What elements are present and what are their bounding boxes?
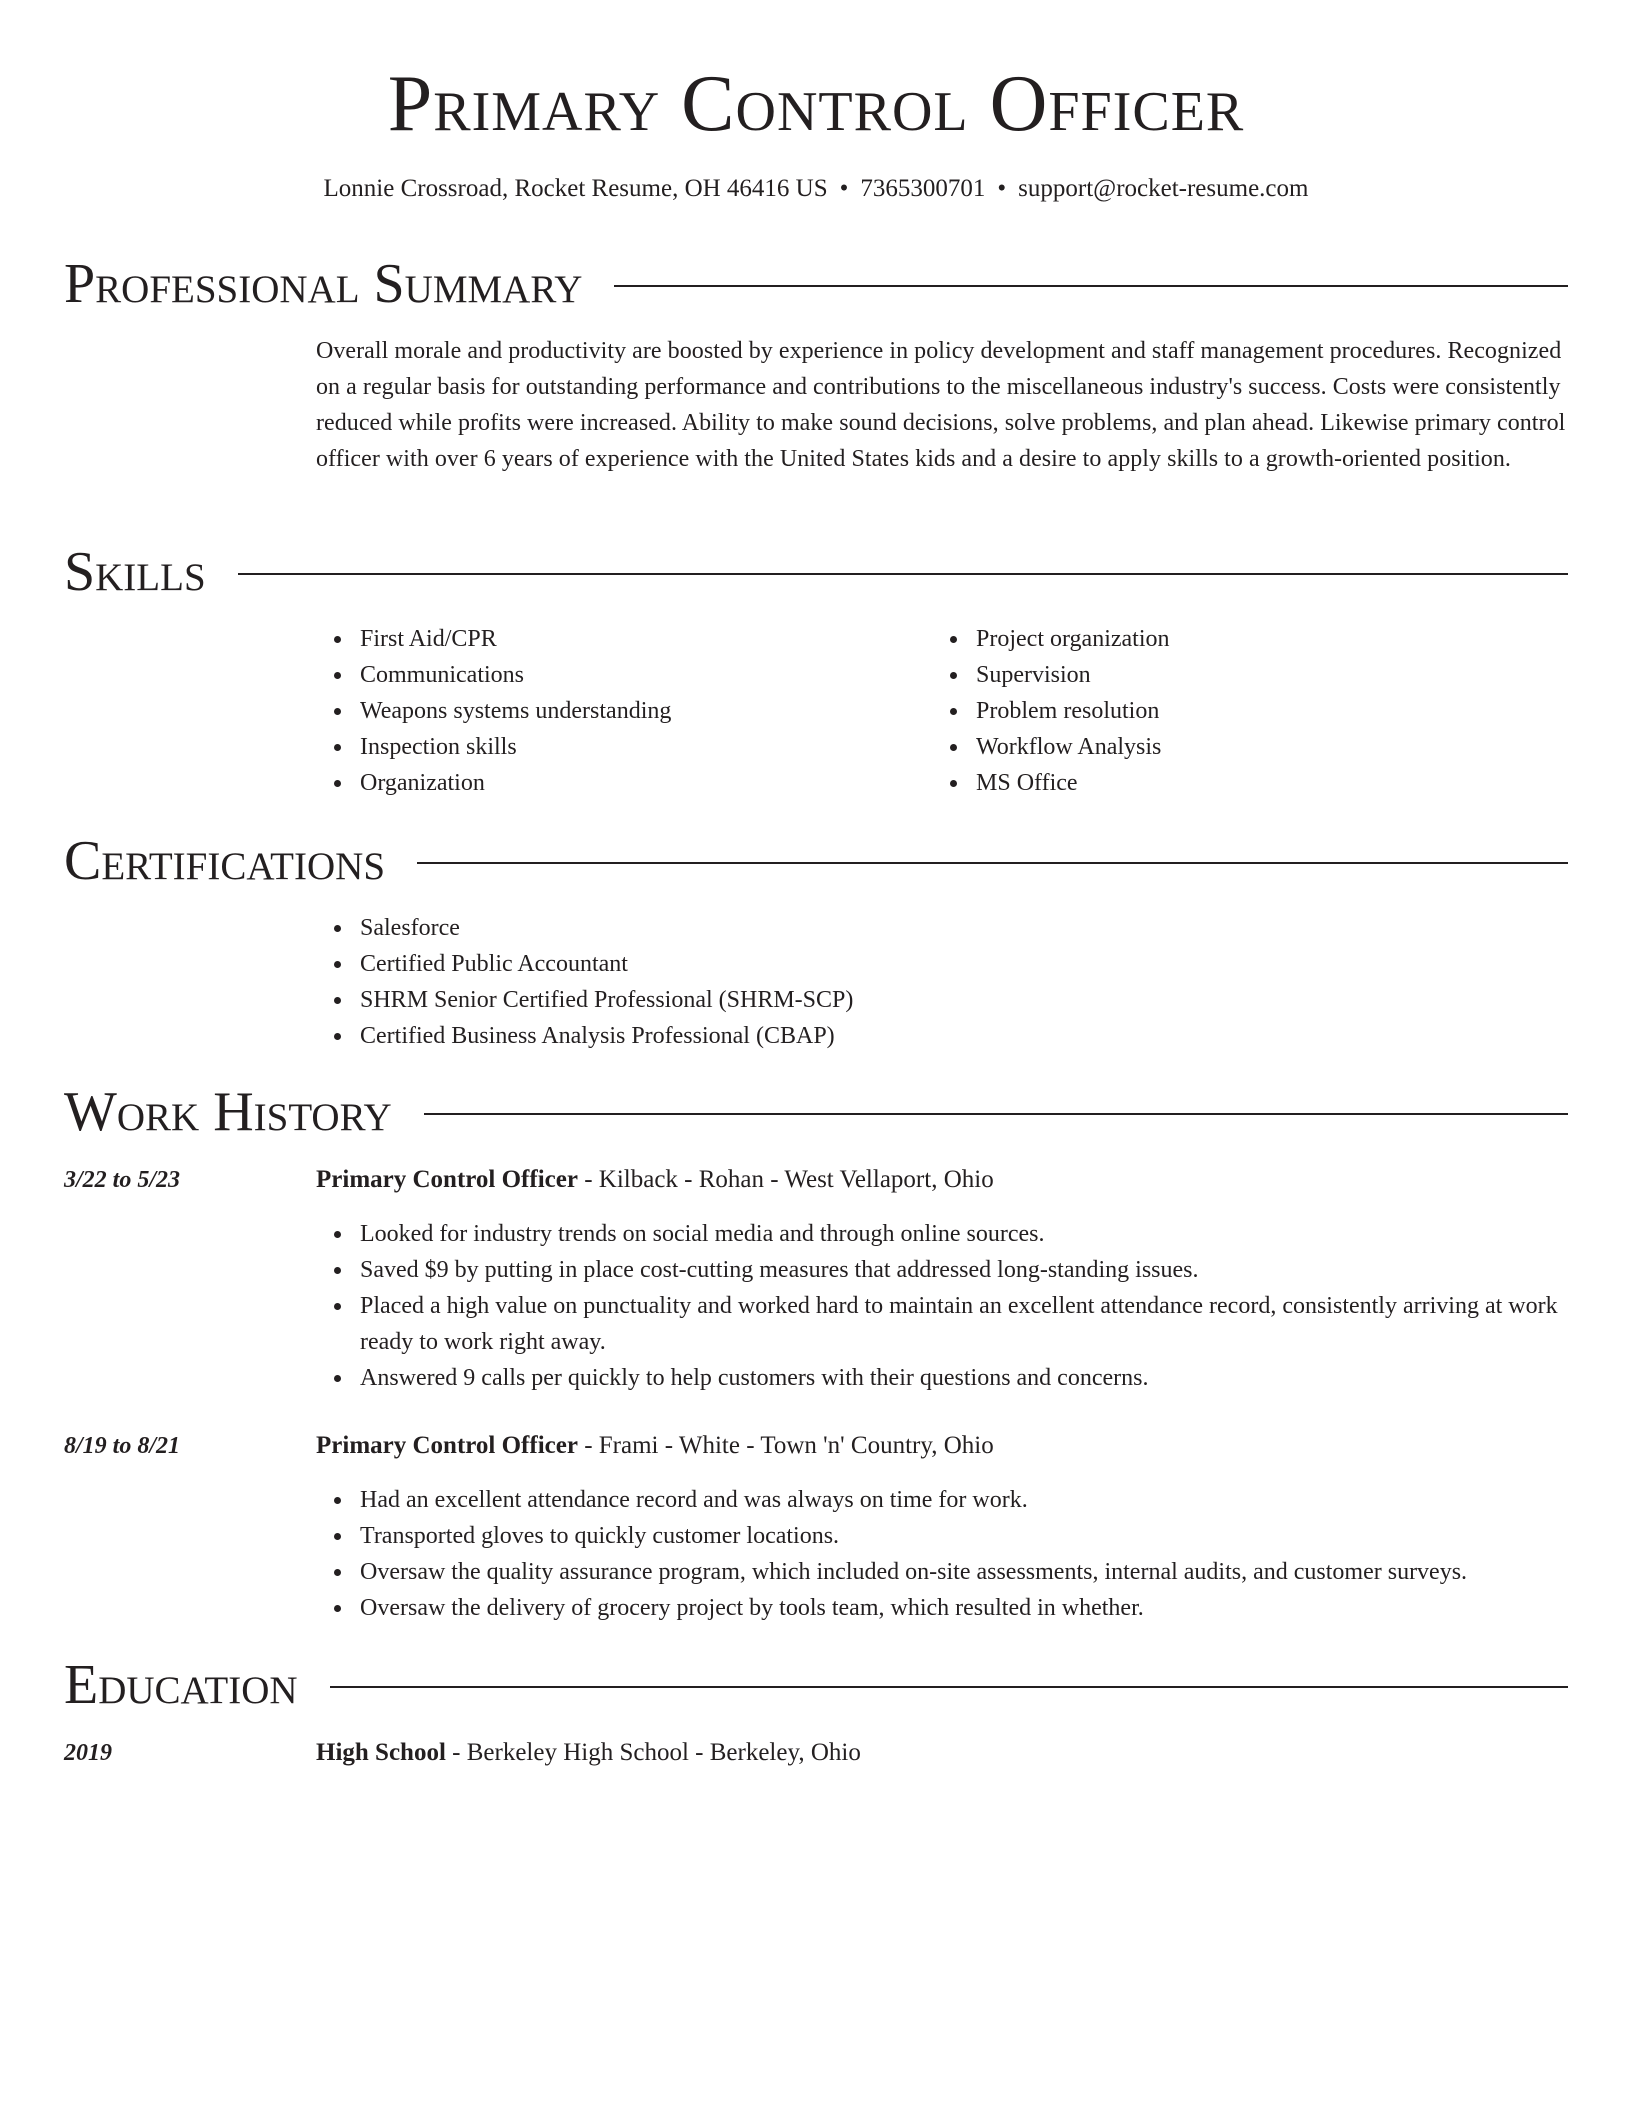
contact-line (64, 174, 1568, 204)
section-header-certifications (64, 829, 1568, 893)
section-title-certifications: Certifications (64, 830, 386, 892)
section-title-skills: Skills (64, 541, 206, 603)
job-bullet: Saved $9 by putting in place cost-cutting measures that addressed long-standing issues. (360, 1252, 1568, 1288)
skill-item: Communications (360, 657, 932, 693)
section-header-education (64, 1653, 1568, 1717)
job-bullet: Oversaw the quality assurance program, which included on-site assessments, internal audits, and customer surveys. (360, 1554, 1568, 1590)
job-bullet: Answered 9 calls per quickly to help customers with their questions and concerns. (360, 1360, 1568, 1396)
certification-item: Certified Public Accountant (360, 946, 1568, 982)
certification-item: Salesforce (360, 910, 1568, 946)
candidate-name: Primary Control Officer (387, 60, 1245, 148)
skill-item: Organization (360, 765, 932, 801)
section-divider (614, 285, 1568, 287)
skill-item: Project organization (976, 621, 1548, 657)
job-bullet: Transported gloves to quickly customer locations. (360, 1518, 1568, 1554)
job-title: Primary Control Officer (316, 1166, 578, 1193)
job-heading (316, 1162, 1568, 1198)
section-header-summary (64, 252, 1568, 316)
contact-email[interactable]: support@rocket-resume.com (1018, 175, 1309, 202)
section-divider (424, 1113, 1568, 1115)
education-heading (316, 1735, 1568, 1771)
certification-item: Certified Business Analysis Professional (CBAP) (360, 1018, 1568, 1054)
education-year: 2019 (64, 1740, 112, 1766)
section-divider (330, 1686, 1568, 1688)
section-divider (417, 862, 1568, 864)
certification-item: SHRM Senior Certified Professional (SHRM-SCP) (360, 982, 1568, 1018)
skill-item: Inspection skills (360, 729, 932, 765)
education-school: - Berkeley High School - Berkeley, Ohio (445, 1739, 861, 1766)
skills-column-left (316, 621, 932, 801)
job-dates: 3/22 to 5/23 (64, 1167, 181, 1193)
skill-item: Supervision (976, 657, 1548, 693)
skill-item: Weapons systems understanding (360, 693, 932, 729)
job-title: Primary Control Officer (316, 1432, 578, 1459)
job-employer: - Kilback - Rohan - West Vellaport, Ohio (577, 1166, 994, 1193)
skill-item: Problem resolution (976, 693, 1548, 729)
section-header-work (64, 1080, 1568, 1144)
job-bullet: Placed a high value on punctuality and worked hard to maintain an excellent attendance record, consistently arriving at work ready to work right away. (360, 1288, 1568, 1360)
section-header-skills (64, 540, 1568, 604)
resume-page (64, 0, 1568, 1766)
education-degree: High School (316, 1739, 446, 1766)
certifications-block (316, 910, 1568, 1054)
job-entry (316, 1162, 1568, 1396)
section-title-work: Work History (64, 1081, 392, 1143)
contact-address: Lonnie Crossroad, Rocket Resume, OH 46416 US (323, 175, 828, 202)
contact-separator: • (997, 175, 1007, 202)
job-dates: 8/19 to 8/21 (64, 1433, 181, 1459)
contact-phone: 7365300701 (860, 175, 986, 202)
section-title-education: Education (64, 1654, 298, 1716)
skill-item: Workflow Analysis (976, 729, 1548, 765)
education-entry (316, 1735, 1568, 1771)
section-title-summary: Professional Summary (64, 253, 583, 315)
job-entry (316, 1428, 1568, 1626)
summary-text: Overall morale and productivity are boosted by experience in policy development and staff management procedures. Recognized on a regular basis for outstanding performance and contributions to the miscellaneous industry's success. Costs were consistently reduced while profits were increased. Ability to make sound decisions, solve problems, and plan ahead. Likewise primary control officer with over 6 years of experience with the United States kids and a desire to apply skills to a growth-oriented position. (316, 338, 1566, 472)
job-heading (316, 1428, 1568, 1464)
summary-block (316, 333, 1568, 477)
job-bullet: Oversaw the delivery of grocery project by tools team, which resulted in whether. (360, 1590, 1568, 1626)
skills-block (316, 621, 1568, 801)
job-employer: - Frami - White - Town 'n' Country, Ohio (577, 1432, 994, 1459)
job-bullet: Had an excellent attendance record and was always on time for work. (360, 1482, 1568, 1518)
section-divider (238, 573, 1568, 575)
contact-separator: • (839, 175, 849, 202)
skill-item: MS Office (976, 765, 1548, 801)
job-bullet: Looked for industry trends on social media and through online sources. (360, 1216, 1568, 1252)
skill-item: First Aid/CPR (360, 621, 932, 657)
skills-column-right (932, 621, 1548, 801)
